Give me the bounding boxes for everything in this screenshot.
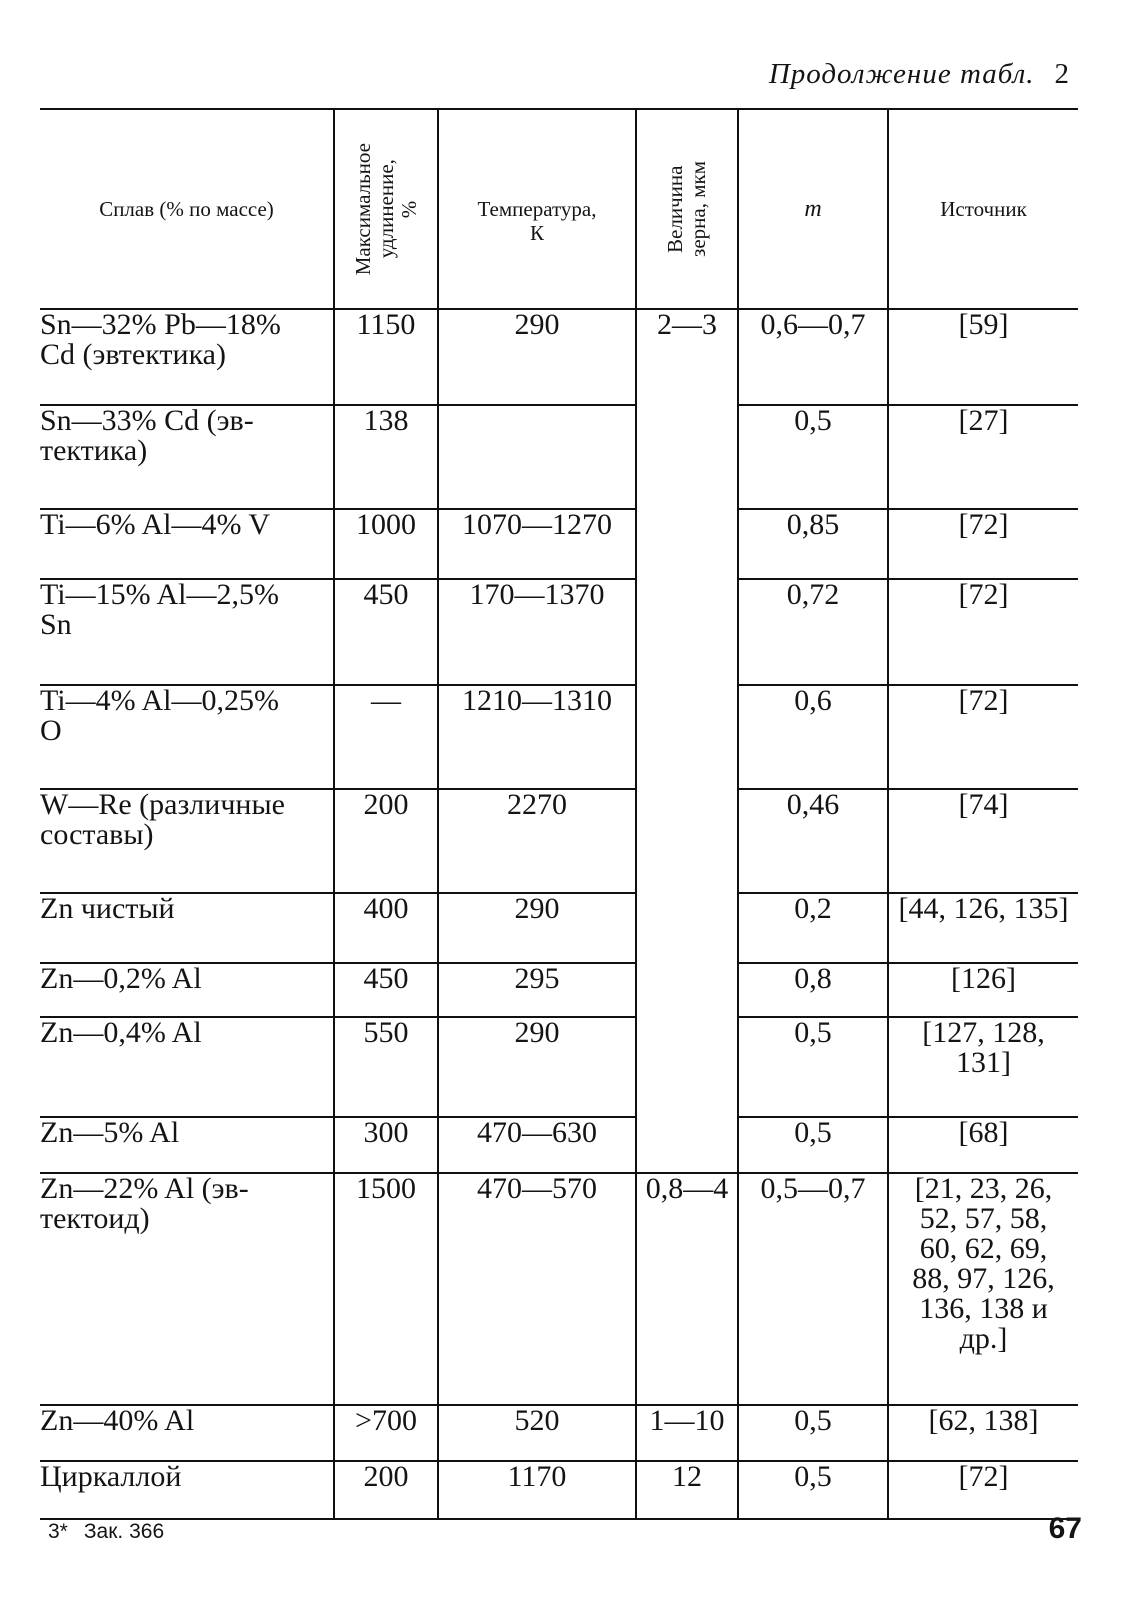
cell-elongation: 400: [334, 893, 438, 963]
cell-temperature: 170—1370: [438, 579, 636, 685]
cell-grain: [636, 1017, 738, 1117]
header-elongation: [334, 109, 438, 309]
cell-temperature: 1210—1310: [438, 685, 636, 789]
cell-temperature: 295: [438, 963, 636, 1017]
cell-alloy: W—Re (различные составы): [40, 789, 334, 893]
table-row: [40, 789, 1078, 893]
cell-temperature: 290: [438, 893, 636, 963]
table-row: [40, 509, 1078, 579]
cell-source: [21, 23, 26, 52, 57, 58, 60, 62, 69, 88, 97, 126, 136, 138 и др.]: [888, 1173, 1078, 1405]
cell-m: 0,2: [738, 893, 888, 963]
order-number: Зак. 366: [83, 1520, 165, 1543]
table-row: [40, 1017, 1078, 1117]
cell-elongation: 1150: [334, 309, 438, 405]
cell-temperature: 2270: [438, 789, 636, 893]
header-temperature-text: Температура, К: [477, 197, 597, 245]
cell-grain: 12: [636, 1461, 738, 1519]
cell-temperature: 290: [438, 309, 636, 405]
cell-grain: [636, 405, 738, 509]
cell-grain: [636, 893, 738, 963]
cell-source: [68]: [888, 1117, 1078, 1173]
cell-source: [126]: [888, 963, 1078, 1017]
cell-m: 0,6: [738, 685, 888, 789]
cell-alloy: Циркаллой: [40, 1461, 334, 1519]
cell-alloy: Zn—0,4% Al: [40, 1017, 334, 1117]
cell-alloy: Zn—22% Al (эв- тектоид): [40, 1173, 334, 1405]
caption-text: Продолжение табл.: [768, 58, 1035, 90]
table-row: [40, 405, 1078, 509]
cell-alloy: Ti—4% Al—0,25% O: [40, 685, 334, 789]
cell-elongation: 200: [334, 1461, 438, 1519]
cell-elongation: 200: [334, 789, 438, 893]
cell-grain: [636, 789, 738, 893]
cell-source: [72]: [888, 1461, 1078, 1519]
cell-elongation: >700: [334, 1405, 438, 1461]
cell-source: [44, 126, 135]: [888, 893, 1078, 963]
cell-temperature: 520: [438, 1405, 636, 1461]
table-row: [40, 685, 1078, 789]
alloy-table: [40, 108, 1078, 1520]
page-number: 67: [1048, 1512, 1082, 1545]
cell-m: 0,6—0,7: [738, 309, 888, 405]
cell-m: 0,5: [738, 1017, 888, 1117]
table-row: [40, 1461, 1078, 1519]
table-row: [40, 963, 1078, 1017]
cell-alloy: Zn—5% Al: [40, 1117, 334, 1173]
cell-source: [127, 128, 131]: [888, 1017, 1078, 1117]
header-source: Источник: [888, 109, 1078, 309]
cell-alloy: Sn—33% Cd (эв- тектика): [40, 405, 334, 509]
cell-grain: [636, 685, 738, 789]
cell-grain: [636, 509, 738, 579]
cell-source: [27]: [888, 405, 1078, 509]
cell-elongation: 300: [334, 1117, 438, 1173]
header-grain: [636, 109, 738, 309]
cell-m: 0,5: [738, 1405, 888, 1461]
cell-m: 0,46: [738, 789, 888, 893]
cell-elongation: 450: [334, 963, 438, 1017]
cell-alloy: Ti—15% Al—2,5% Sn: [40, 579, 334, 685]
cell-alloy: Ti—6% Al—4% V: [40, 509, 334, 579]
header-m: [738, 109, 888, 309]
header-m-text: m: [804, 195, 822, 222]
cell-m: 0,8: [738, 963, 888, 1017]
header-elongation-text: Максимальное удлинение, %: [350, 142, 421, 276]
cell-grain: 2—3: [636, 309, 738, 405]
cell-m: 0,5: [738, 1117, 888, 1173]
cell-alloy: Zn чистый: [40, 893, 334, 963]
header-grain-text: Величина зерна, мкм: [663, 161, 710, 257]
header-row: [40, 109, 1078, 309]
cell-elongation: 1500: [334, 1173, 438, 1405]
cell-grain: 0,8—4: [636, 1173, 738, 1405]
table-row: [40, 579, 1078, 685]
cell-elongation: 550: [334, 1017, 438, 1117]
cell-temperature: [438, 405, 636, 509]
signature-mark: 3*: [48, 1520, 68, 1543]
cell-source: [74]: [888, 789, 1078, 893]
cell-m: 0,5—0,7: [738, 1173, 888, 1405]
cell-source: [72]: [888, 685, 1078, 789]
table-row: [40, 893, 1078, 963]
caption-number: 2: [1054, 58, 1070, 90]
cell-m: 0,5: [738, 1461, 888, 1519]
cell-alloy: Zn—0,2% Al: [40, 963, 334, 1017]
table-row: [40, 309, 1078, 405]
cell-m: 0,72: [738, 579, 888, 685]
table-row: [40, 1117, 1078, 1173]
cell-alloy: Sn—32% Pb—18% Cd (эвтектика): [40, 309, 334, 405]
cell-temperature: 1170: [438, 1461, 636, 1519]
cell-source: [62, 138]: [888, 1405, 1078, 1461]
cell-elongation: 138: [334, 405, 438, 509]
cell-temperature: 1070—1270: [438, 509, 636, 579]
page-footer-signature: [48, 1520, 164, 1544]
cell-elongation: 450: [334, 579, 438, 685]
cell-temperature: 470—630: [438, 1117, 636, 1173]
cell-temperature: 290: [438, 1017, 636, 1117]
cell-grain: [636, 579, 738, 685]
table-row: [40, 1405, 1078, 1461]
cell-m: 0,85: [738, 509, 888, 579]
cell-elongation: —: [334, 685, 438, 789]
cell-source: [72]: [888, 579, 1078, 685]
cell-alloy: Zn—40% Al: [40, 1405, 334, 1461]
cell-source: [72]: [888, 509, 1078, 579]
cell-m: 0,5: [738, 405, 888, 509]
cell-grain: [636, 1117, 738, 1173]
cell-grain: 1—10: [636, 1405, 738, 1461]
table-row: [40, 1173, 1078, 1405]
header-temperature: [438, 109, 636, 309]
cell-source: [59]: [888, 309, 1078, 405]
cell-grain: [636, 963, 738, 1017]
table-caption: [769, 58, 1070, 91]
cell-temperature: 470—570: [438, 1173, 636, 1405]
header-alloy: Сплав (% по массе): [40, 109, 334, 309]
cell-elongation: 1000: [334, 509, 438, 579]
